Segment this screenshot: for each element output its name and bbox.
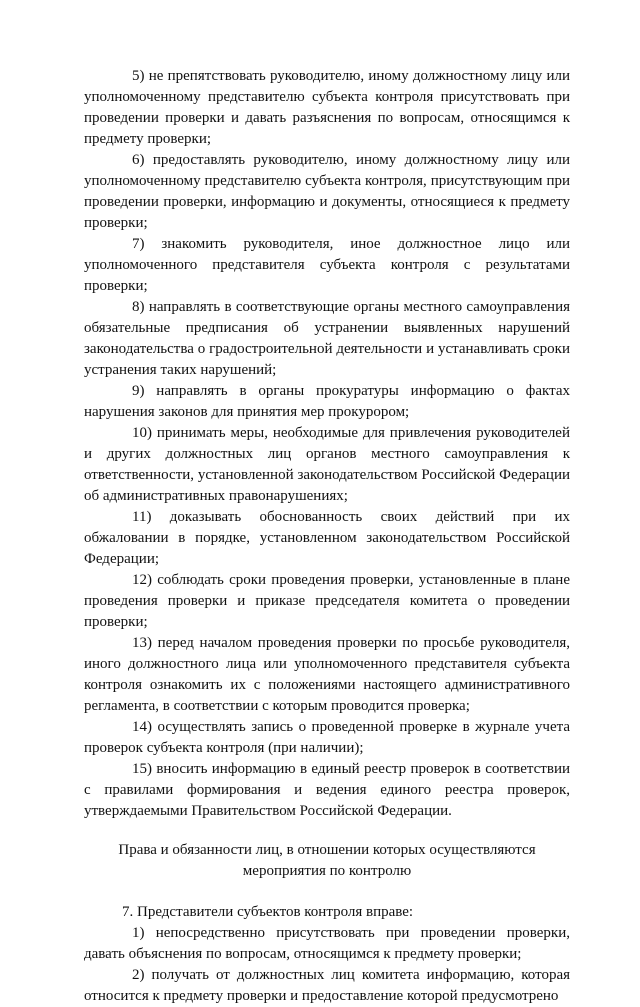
duty-item-9: 9) направлять в органы прокуратуры информацию о фактах нарушения законов для принятия мер прокурором; bbox=[84, 383, 570, 420]
section-heading: Права и обязанности лиц, в отношении которых осуществляются мероприятия по контролю bbox=[118, 842, 536, 879]
duty-item-10: 10) принимать меры, необходимые для привлечения руководителей и других должностных лиц органов местного самоуправления к ответственности, установленной законодательством Российской Федерации об административных правонарушениях; bbox=[84, 425, 570, 504]
right-item-2: 2) получать от должностных лиц комитета информацию, которая относится к предмету проверки и предоставление которой предусмотрено bbox=[84, 967, 570, 1004]
duty-item-12: 12) соблюдать сроки проведения проверки, установленные в плане проведения проверки и приказе председателя комитета о проведении проверки; bbox=[84, 572, 570, 630]
duty-item-5: 5) не препятствовать руководителю, иному должностному лицу или уполномоченному представителю субъекта контроля присутствовать при проведении проверки и давать разъяснения по вопросам, относящимся к предмету проверки; bbox=[84, 68, 570, 147]
duty-item-7: 7) знакомить руководителя, иное должностное лицо или уполномоченного представителя субъекта контроля с результатами проверки; bbox=[84, 236, 570, 294]
section-intro: 7. Представители субъектов контроля вправе: bbox=[122, 904, 414, 920]
right-item-1: 1) непосредственно присутствовать при проведении проверки, давать объяснения по вопросам, относящимся к предмету проверки; bbox=[84, 925, 570, 962]
duty-item-15: 15) вносить информацию в единый реестр проверок в соответствии с правилами формирования и ведения единого реестра проверок, утверждаемыми Правительством Российской Федерации. bbox=[84, 761, 570, 819]
duty-item-14: 14) осуществлять запись о проведенной проверке в журнале учета проверок субъекта контроля (при наличии); bbox=[84, 719, 570, 756]
duty-item-13: 13) перед началом проведения проверки по просьбе руководителя, иного должностного лица или уполномоченного представителя субъекта контроля ознакомить их с положениями настоящего административного регламента, в соответствии с которым проводится проверка; bbox=[84, 635, 570, 714]
duty-item-6: 6) предоставлять руководителю, иному должностному лицу или уполномоченному представителю субъекта контроля, присутствующим при проведении проверки, информацию и документы, относящиеся к предмету проверки; bbox=[84, 152, 570, 231]
duty-item-8: 8) направлять в соответствующие органы местного самоуправления обязательные предписания об устранении выявленных нарушений законодательства о градостроительной деятельности и устанавливать сроки устранения таких нарушений; bbox=[84, 299, 570, 378]
duty-item-11: 11) доказывать обоснованность своих действий при их обжаловании в порядке, установленном законодательством Российской Федерации; bbox=[84, 509, 570, 567]
